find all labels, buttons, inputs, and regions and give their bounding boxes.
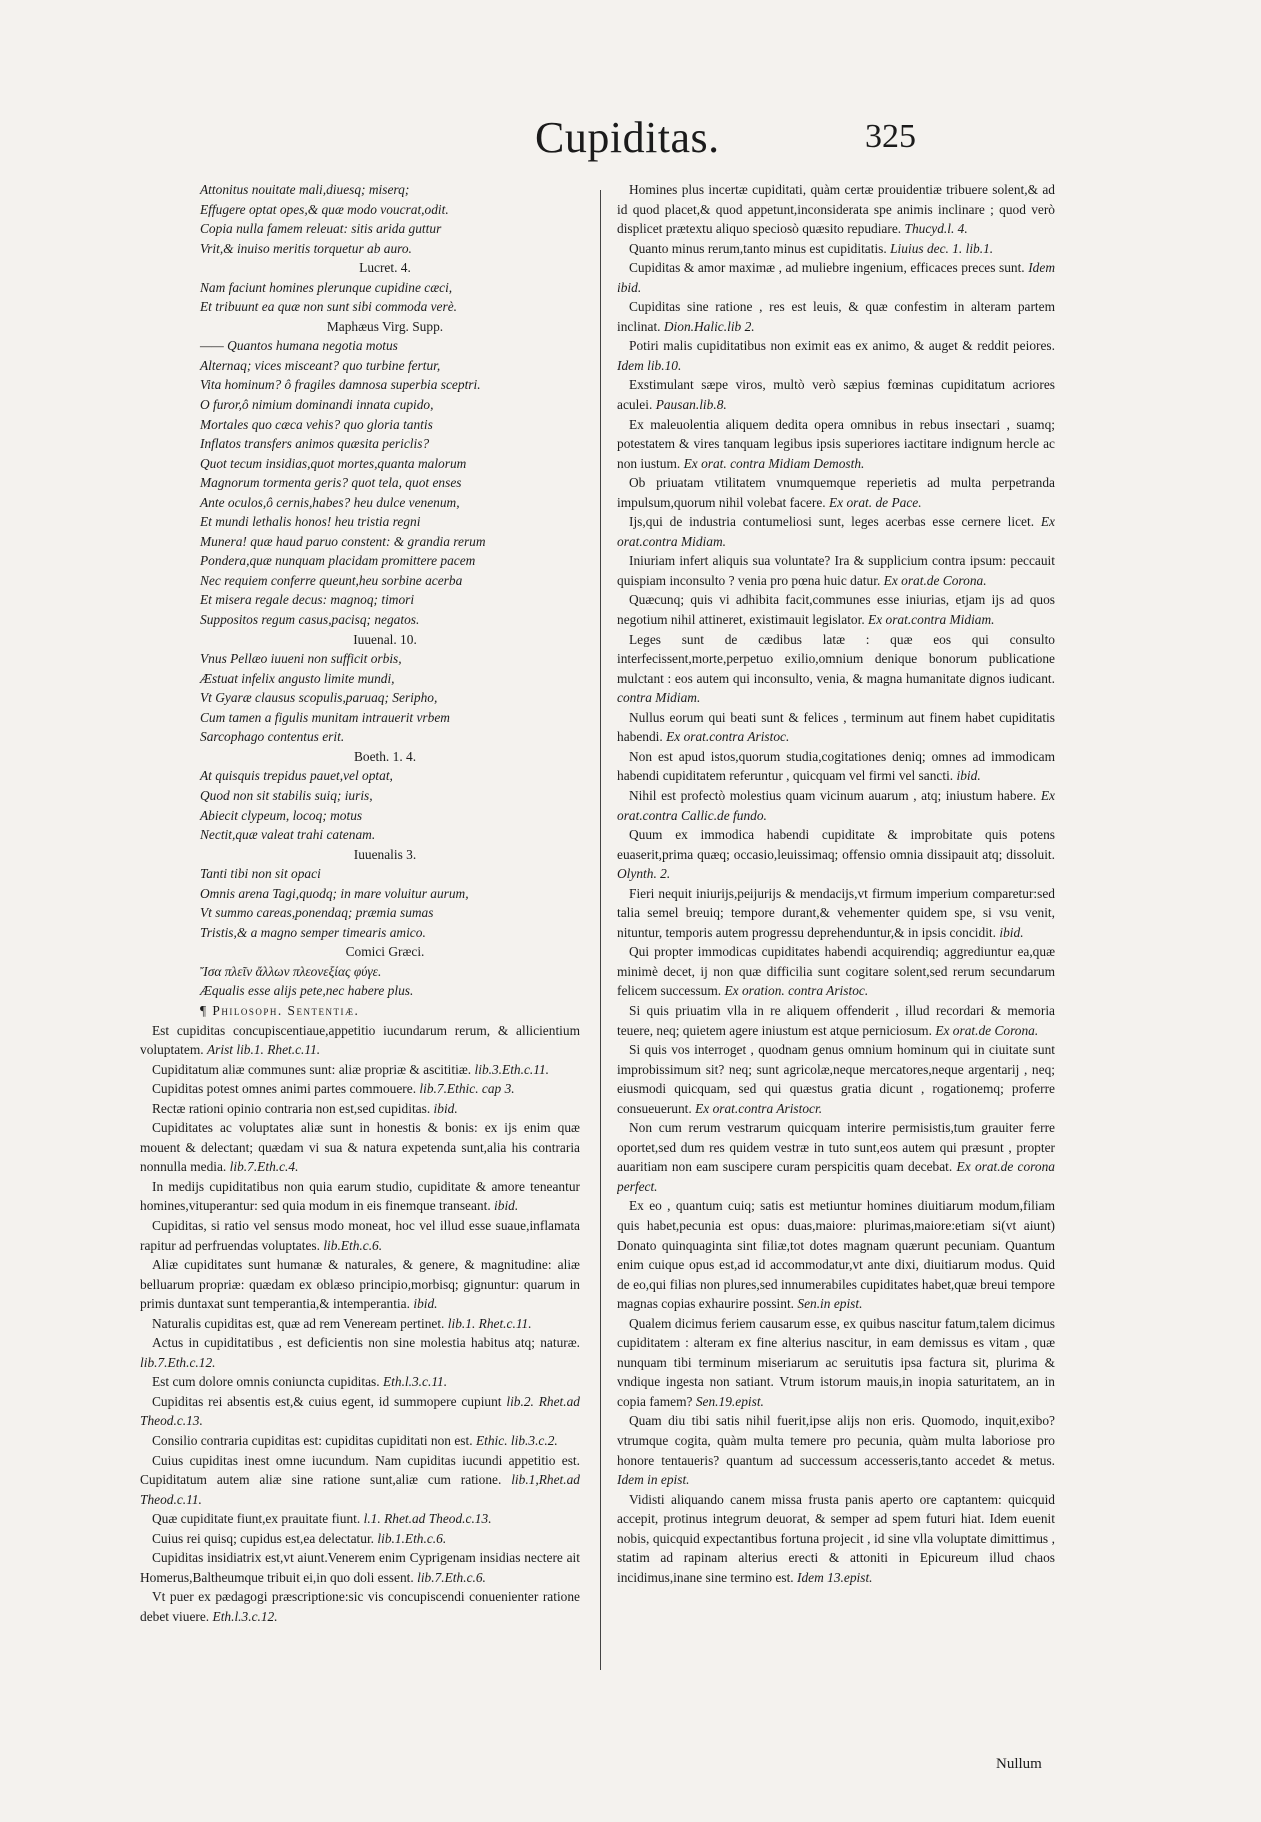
citation: Ex orat. de Pace.	[828, 494, 922, 510]
sententia-paragraph	[617, 825, 1055, 884]
citation: lib.7.Eth.c.6.	[417, 1569, 486, 1585]
verse-line: Copia nulla famem releuat: sitis arida guttur	[200, 221, 442, 237]
citation: Ex orat.de Corona.	[935, 1022, 1039, 1038]
paragraph-text: Iniuriam infert aliquis sua voluntate? Ira & supplicium contra ipsum: peccauit quispiam inconsulto ? venia pro pœna huic datur.	[617, 553, 1055, 588]
citation: Ex orat.contra Aristoc.	[666, 729, 790, 745]
paragraph-text: Vidisti aliquando canem missa frusta panis aperto ore captantem: quicquid accepit, protinus integrum deuorat, & semper ad spem futuri hiat. Idem euenit nobis, quicquid expectantibus fortuna projecit , id sine vlla voluptate dimittimus , statim ad rapinam alterius erecti & attoniti in Epicureum illud chaos incidimus,inane sine termino est.	[617, 1491, 1055, 1585]
citation: Ex orat.de corona perfect.	[617, 1159, 1055, 1194]
paragraph-text: Ex eo , quantum cuiq; satis est metiuntur homines diuitiarum modum,filiam quis habet,pecunia est opus: duas,maiore: plurimas,maiore:etiam si(vt aiunt) Donato quinquaginta sint filiæ,tot dotes magnam quærunt pecuniam. Quantum enim cuique opus est,ad id accommodatur,vt ante dixi, diuitiarum modus. Quid de eo,qui filias non plures,sed innumerabiles cupiditates habet,quæ breui tempore magnas copias exhaurire possint.	[617, 1198, 1055, 1312]
paragraph-text: Quanto minus rerum,tanto minus est cupiditatis.	[629, 240, 887, 256]
paragraph-text: Qualem dicimus feriem causarum esse, ex quibus nascitur fatum,talem dicimus cupiditatem : alteram ex fine alterius nascitur, in eam demissus es vitam , quæ nunquam tibi terminum miseriarum ac seruitutis ipsa factura sit, plurima & vndique ingesta non satiant. Vtrum istorum mauis,in inopia saturitatem, an in copia famem?	[617, 1315, 1055, 1409]
citation: Idem ibid.	[617, 260, 1055, 295]
citation: Sen.19.epist.	[695, 1393, 764, 1409]
citation: lib.1,Rhet.ad Theod.c.11.	[140, 1472, 580, 1507]
verse-line: Pondera,quæ nunquam placidam promittere pacem	[200, 553, 476, 569]
citation: lib.3.Eth.c.11.	[474, 1061, 550, 1077]
citation: Ex orat.contra Callic.de fundo.	[617, 787, 1055, 823]
sententia-paragraph	[140, 1060, 580, 1080]
paragraph-text: Cupiditatum aliæ communes sunt: aliæ propriæ & ascititiæ.	[152, 1061, 472, 1077]
running-header	[520, 112, 916, 172]
citation: lib.7.Eth.c.12.	[140, 1354, 216, 1370]
sententia-paragraph	[617, 1118, 1055, 1196]
verse-line: Vrit,& inuiso meritis torquetur ab auro.	[200, 240, 412, 256]
paragraph-text: In medijs cupiditatibus non quia earum studio, cupiditate & amore teneantur homines,vituperantur: sed quia modum in eis finemque transeant.	[140, 1178, 580, 1214]
sententia-paragraph	[617, 786, 1055, 825]
verse-line: Magnorum tormenta geris? quot tela, quot enses	[200, 475, 462, 491]
paragraph-text: Cupiditas potest omnes animi partes commouere.	[152, 1081, 417, 1097]
sententia-paragraph	[617, 747, 1055, 786]
citation: Sen.in epist.	[797, 1296, 863, 1312]
paragraph-text: Non est apud istos,quorum studia,cogitationes deniq; omnes ad immodicam habendi cupiditatem referuntur , quicquam vel firmi vel sancti.	[617, 748, 1055, 784]
sententia-paragraph	[617, 473, 1055, 512]
citation: Ex orat.contra Aristocr.	[695, 1100, 823, 1116]
sententia-paragraph	[617, 1040, 1055, 1118]
sententia-paragraph	[140, 1099, 580, 1119]
sententia-paragraph	[617, 884, 1055, 943]
sententia-paragraph	[617, 942, 1055, 1001]
verse-line: Tanti tibi non sit opaci	[200, 866, 321, 882]
paragraph-text: Ex maleuolentia aliquem dedita opera omnibus in rebus insectari , suamq; potestatem & vires tanquam legibus ipsis superiores iactitare indignum hercle ac non iustum.	[617, 416, 1055, 471]
citation: l.1. Rhet.ad Theod.c.13.	[363, 1511, 492, 1527]
sententia-paragraph	[617, 630, 1055, 708]
citation: ibid.	[433, 1100, 458, 1116]
sententia-paragraph	[617, 512, 1055, 551]
verse-line: Suppositos regum casus,pacisq; negatos.	[200, 612, 420, 628]
paragraph-text: Cupiditas insidiatrix est,vt aiunt.Venerem enim Cyprigenam insidias nectere ait Homerus,Baltheumque tribuit ei,in quo doli essent.	[140, 1550, 580, 1585]
paragraph-text: Cupiditas rei absentis est,& cuius egent, id summopere cupiunt	[152, 1393, 502, 1409]
citation: Ex orat. contra Midiam Demosth.	[683, 455, 865, 471]
verse-line: Ante oculos,ô cernis,habes? heu dulce venenum,	[200, 494, 460, 510]
author-heading: Iuuenalis 3.	[353, 846, 417, 862]
verse-line: Vt summo careas,ponendaq; præmia sumas	[200, 905, 434, 921]
citation: Liuius dec. 1. lib.1.	[890, 240, 994, 256]
left-column	[140, 180, 580, 1680]
verse-line: Munera! quæ haud paruo constent: & grandia rerum	[200, 533, 486, 549]
verse-line: Inflatos transfers animos quæsita periclis?	[200, 436, 430, 452]
sententia-paragraph	[140, 1314, 580, 1334]
sententia-paragraph	[617, 1490, 1055, 1588]
citation: lib.Eth.c.6.	[323, 1237, 383, 1253]
paragraph-text: Quum ex immodica habendi cupiditate & improbitate quis potens euaserit,prima quæq; occasio,leuissimaq; offensio omnia dissipauit atq; dissoluit.	[617, 827, 1055, 862]
page-number: 325	[865, 118, 916, 155]
paragraph-text: Vt puer ex pædagogi præscriptione:sic vis concupiscendi conuenienter ratione debet viuere.	[140, 1589, 580, 1624]
sententia-paragraph	[140, 1255, 580, 1314]
paragraph-text: Quæ cupiditate fiunt,ex prauitate fiunt.	[152, 1511, 361, 1527]
sententia-paragraph	[617, 551, 1055, 590]
sententia-paragraph	[140, 1451, 580, 1510]
sententia-paragraph	[617, 297, 1055, 336]
paragraph-text: Si quis priuatim vlla in re aliquem offenderit , illud recordari & memoria teuere, neq; quietem agere iniustum est atque perniciosum.	[617, 1002, 1055, 1038]
author-heading: Iuuenal. 10.	[353, 631, 417, 647]
sententia-paragraph	[617, 1314, 1055, 1412]
catchword: Nullum	[996, 1756, 1042, 1772]
citation: lib.2. Rhet.ad Theod.c.13.	[140, 1393, 580, 1429]
sententia-paragraph	[140, 1079, 580, 1099]
author-heading: Lucret. 4.	[359, 260, 411, 276]
paragraph-text: Cupiditas, si ratio vel sensus modo moneat, hoc vel illud esse suaue,inflamata rapitur ad perfruendas voluptates.	[140, 1217, 580, 1253]
author-heading: Boeth. 1. 4.	[353, 748, 417, 764]
citation: Ex orat.de Corona.	[883, 572, 987, 588]
sententia-paragraph	[617, 1411, 1055, 1489]
citation: Pausan.lib.8.	[655, 397, 727, 413]
paragraph-text: Consilio contraria cupiditas est: cupiditas cupiditati non est.	[152, 1433, 473, 1448]
sententia-paragraph	[617, 239, 1055, 259]
paragraph-text: Ob priuatam vtilitatem vnumquemque reperietis ad multa perpetranda impulsum,quorum nihil volebat facere.	[617, 475, 1055, 510]
paragraph-text: Rectæ rationi opinio contraria non est,sed cupiditas.	[152, 1100, 431, 1116]
citation: lib.7.Eth.c.4.	[229, 1159, 299, 1175]
verse-line: Sarcophago contentus erit.	[200, 729, 345, 745]
section-heading: ¶ Philosoph. Sententiæ.	[200, 1002, 360, 1018]
citation: ibid.	[413, 1296, 438, 1312]
verse-line: Et tribuunt ea quæ non sunt sibi commoda verè.	[200, 299, 458, 315]
verse-line: Æqualis esse alijs pete,nec habere plus.	[200, 983, 414, 999]
paragraph-text: Ijs,qui de industria contumeliosi sunt, leges acerbas esse cernere licet.	[629, 514, 1035, 530]
citation: lib.1. Rhet.c.11.	[447, 1315, 532, 1331]
verse-line: Attonitus nouitate mali,diuesq; miserq;	[200, 182, 410, 197]
verse-line: Ἴσα πλεῖν ἄλλων πλεονεξίας φύγε.	[200, 963, 382, 979]
verse-line: Nectit,quæ valeat trahi catenam.	[200, 827, 376, 843]
citation: Eth.l.3.c.11.	[382, 1374, 448, 1390]
paragraph-text: Cupiditas & amor maximæ , ad muliebre ingenium, efficaces preces sunt.	[629, 260, 1025, 276]
citation: ibid.	[999, 924, 1024, 940]
sententia-paragraph	[140, 1177, 580, 1216]
paragraph-text: Cuius rei quisq; cupidus est,ea delectatur.	[152, 1530, 375, 1546]
sententia-paragraph	[140, 1333, 580, 1372]
verse-line: O furor,ô nimium dominandi innata cupido,	[200, 397, 434, 413]
paragraph-text: Qui propter immodicas cupiditates habendi acquirendiq; aggrediuntur ea,quæ minimè decet, ij non quæ difficilia sunt cogitare solent,sed rerum secundarum felicem successum.	[617, 944, 1055, 999]
verse-line: At quisquis trepidus pauet,vel optat,	[200, 768, 393, 784]
verse-line: Effugere optat opes,& quæ modo voucrat,odit.	[200, 201, 449, 217]
paragraph-text: Naturalis cupiditas est, quæ ad rem Veneream pertinet.	[152, 1315, 445, 1331]
citation: lib.7.Ethic. cap 3.	[419, 1081, 515, 1097]
sententia-paragraph	[617, 590, 1055, 629]
sententia-paragraph	[617, 375, 1055, 414]
sententia-paragraph	[617, 180, 1055, 239]
citation: Arist lib.1. Rhet.c.11.	[206, 1042, 321, 1058]
verse-line: Et misera regale decus: magnoq; timori	[200, 592, 415, 608]
author-heading: Comici Græci.	[345, 944, 425, 960]
sententia-paragraph	[617, 708, 1055, 747]
verse-line: Quot tecum insidias,quot mortes,quanta malorum	[200, 455, 467, 471]
citation: Dion.Halic.lib 2.	[663, 318, 755, 334]
citation: Idem in epist.	[617, 1472, 690, 1488]
sententia-paragraph	[140, 1118, 580, 1177]
verse-line: Alternaq; vices misceant? quo turbine fertur,	[200, 357, 441, 373]
sententia-paragraph	[140, 1021, 580, 1060]
paragraph-text: Exstimulant sæpe viros, multò verò sæpius fœminas cupiditatum acriores aculei.	[617, 377, 1055, 413]
citation: Ex oration. contra Aristoc.	[724, 983, 869, 999]
paragraph-text: Fieri nequit iniurijs,peijurijs & mendacijs,vt firmum imperium comparetur:sed talia semel breuiq; tempore durant,& vehementer quidem spe, si vsu venit, nituntur, temporis autem progressu deprehenduntur,& in ipsis concidit.	[617, 885, 1055, 940]
verse-line: Æstuat infelix angusto limite mundi,	[200, 670, 395, 686]
paragraph-text: Non cum rerum vestrarum quicquam interire permisistis,tum grauiter ferre oportet,sed dum res quidem vestræ in tuto sunt,eos autem qui præsunt , propter auaritiam non eam suscipere curam perspicitis quam decebat.	[617, 1120, 1055, 1175]
column-divider	[600, 190, 601, 1670]
citation: Ex orat.contra Midiam.	[617, 514, 1055, 549]
sententia-paragraph	[140, 1216, 580, 1255]
paragraph-text: Cuius cupiditas inest omne iucundum. Nam cupiditas iucundi appetitio est. Cupiditatum autem aliæ sine ratione sunt,aliæ cum ratione.	[140, 1452, 580, 1488]
paragraph-text: Leges sunt de cædibus latæ : quæ eos qui consulto interfecissent,morte,perpetuo exilio,omnium denique bonorum publicatione mulctant : eos autem qui inconsulto, venia, & magna humanitate dignos iudicant.	[617, 631, 1055, 686]
citation: Ethic. lib.3.c.2.	[475, 1433, 558, 1448]
citation: Idem 13.epist.	[797, 1569, 873, 1585]
paragraph-text: Nihil est profectò molestius quam vicinum auarum , atq; iniustum habere.	[629, 787, 1037, 803]
sententia-paragraph	[617, 336, 1055, 375]
sententia-paragraph	[617, 415, 1055, 474]
sententia-paragraph	[140, 1548, 580, 1587]
verse-line: Vnus Pellæo iuueni non sufficit orbis,	[200, 651, 402, 667]
verse-line: Cum tamen a figulis munitam intrauerit vrbem	[200, 709, 450, 725]
sententia-paragraph	[140, 1392, 580, 1431]
paragraph-text: Quam diu tibi satis nihil fuerit,ipse alijs non eris. Quomodo, inquit,exibo? vtrumque cogita, quàm multa temere pro pecunia, quàm multa laboriose pro honore tentaueris? quantum ad successum accesseris,tanto accedet & metus.	[617, 1413, 1055, 1468]
citation: contra Midiam.	[617, 690, 701, 706]
verse-line: Nam faciunt homines plerunque cupidine cæci,	[200, 279, 453, 295]
citation: Ex orat.contra Midiam.	[868, 612, 995, 628]
paragraph-text: Aliæ cupiditates sunt humanæ & naturales, & genere, & magnitudine: aliæ belluarum propriæ: quædam ex oblæso principio,morbisq; gignuntur: quarum in primis duntaxat sunt temperantia,& intemperantia.	[140, 1257, 580, 1312]
paragraph-text: Si quis vos interroget , quodnam genus omnium hominum qui in ciuitate sunt improbissimum sit? neq; sunt agricolæ,neque mercatores,neque argentarij , neq; eiusmodi quicquam, sed qui quæstus gratia dicunt , rogationemq; proferre consueuerunt.	[617, 1042, 1055, 1116]
verse-line: Vt Gyaræ clausus scopulis,paruaq; Seripho,	[200, 690, 438, 706]
citation: Olynth. 2.	[617, 866, 671, 882]
verse-line: Quod non sit stabilis suiq; iuris,	[200, 787, 373, 803]
verse-line: —— Quantos humana negotia motus	[200, 338, 398, 354]
verse-line: Abiecit clypeum, locoq; motus	[200, 807, 363, 823]
paragraph-text: Cupiditas sine ratione , res est leuis, & quæ confestim in alteram partem inclinat.	[617, 299, 1055, 334]
citation: Eth.l.3.c.12.	[212, 1608, 278, 1624]
paragraph-text: Nullus eorum qui beati sunt & felices , terminum aut finem habet cupiditatis habendi.	[617, 709, 1055, 745]
verse-line: Mortales quo cæca vehis? quo gloria tantis	[200, 416, 433, 432]
paragraph-text: Est cupiditas concupiscentiaue,appetitio iucundarum rerum, & allicientium voluptatem.	[140, 1022, 580, 1058]
sententia-paragraph	[617, 258, 1055, 297]
paragraph-text: Cupiditates ac voluptates aliæ sunt in honestis & bonis: ex ijs enim quæ mouent & delectant; quædam vi sua & natura expetenda sunt,alia his contraria nonnulla media.	[140, 1120, 580, 1175]
verse-line: Omnis arena Tagi,quodq; in mare voluitur aurum,	[200, 885, 469, 901]
author-heading: Maphæus Virg. Supp.	[326, 318, 444, 334]
verse-line: Tristis,& a magno semper timearis amico.	[200, 924, 426, 940]
paragraph-text: Quæcunq; quis vi adhibita facit,communes esse iniurias, etjam ijs ad quos negotium nihil attineret, existimauit legislator.	[617, 592, 1055, 628]
citation: ibid.	[956, 768, 981, 784]
sententia-paragraph	[140, 1587, 580, 1626]
page-title: Cupiditas.	[535, 113, 720, 162]
citation: lib.1.Eth.c.6.	[377, 1530, 447, 1546]
citation: Idem lib.10.	[617, 357, 682, 373]
citation: ibid.	[494, 1198, 519, 1214]
citation: Thucyd.l. 4.	[904, 221, 968, 237]
sententia-paragraph	[140, 1431, 580, 1451]
paragraph-text: Potiri malis cupiditatibus non eximit eas ex animo, & auget & reddit peiores.	[629, 338, 1055, 354]
sententia-paragraph	[617, 1001, 1055, 1040]
sententia-paragraph	[140, 1529, 580, 1549]
verse-line: Nec requiem conferre queunt,heu sorbine acerba	[200, 572, 463, 588]
sententia-paragraph	[140, 1509, 580, 1529]
right-column	[617, 180, 1055, 1720]
verse-line: Et mundi lethalis honos! heu tristia regni	[200, 514, 421, 530]
paragraph-text: Actus in cupiditatibus , est deficientis non sine molestia habitus atq; naturæ.	[152, 1335, 580, 1351]
sententia-paragraph	[140, 1372, 580, 1392]
paragraph-text: Est cum dolore omnis coniuncta cupiditas.	[152, 1374, 380, 1390]
paragraph-text: Homines plus incertæ cupiditati, quàm certæ prouidentiæ tribuere solent,& ad id quod placet,& quod appetunt,inconsiderata spe animis inclinare ; quod verò displicet prætextu aliquo speciosò quæsito repudiare.	[617, 182, 1055, 237]
verse-line: Vita hominum? ô fragiles damnosa superbia sceptri.	[200, 377, 481, 393]
sententia-paragraph	[617, 1196, 1055, 1313]
